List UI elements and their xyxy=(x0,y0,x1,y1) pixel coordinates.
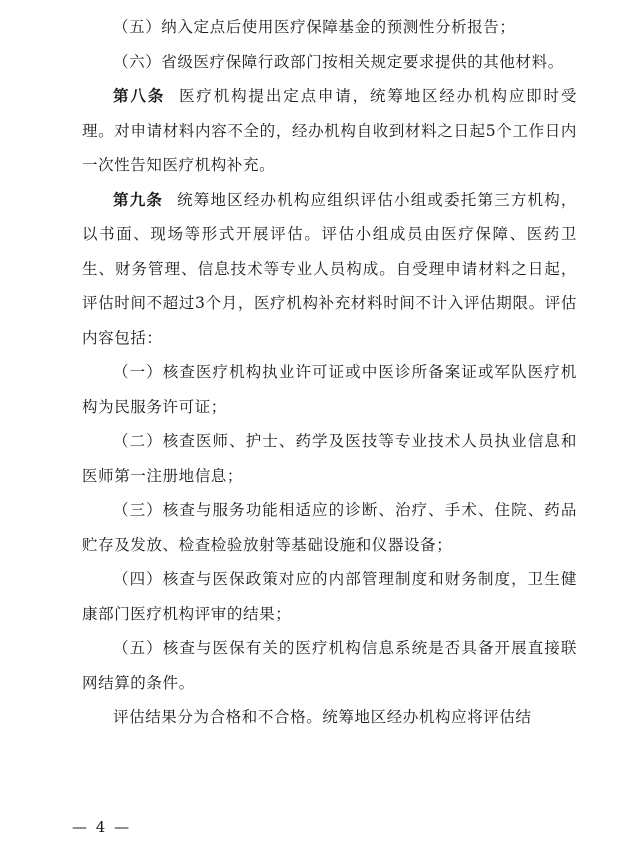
paragraph-text: （四）核查与医保政策对应的内部管理制度和财务制度，卫生健康部门医疗机构评审的结果； xyxy=(82,570,577,623)
evaluation-item-5 xyxy=(82,631,577,700)
article-heading: 第八条 xyxy=(113,86,166,105)
evaluation-result-paragraph xyxy=(82,700,577,735)
article-9 xyxy=(82,183,577,356)
evaluation-item-1 xyxy=(82,355,577,424)
document-body xyxy=(82,10,577,735)
article-8 xyxy=(82,79,577,183)
paragraph-text: （一）核查医疗机构执业许可证或中医诊所备案证或军队医疗机构为民服务许可证； xyxy=(82,363,577,416)
page-number: — 4 — xyxy=(72,818,132,836)
paragraph-text: 医疗机构提出定点申请，统筹地区经办机构应即时受理。对申请材料内容不全的，经办机构自收到材料之日起5个工作日内一次性告知医疗机构补充。 xyxy=(82,87,577,174)
paragraph-item-5 xyxy=(82,10,577,45)
evaluation-item-2 xyxy=(82,424,577,493)
paragraph-text: （二）核查医师、护士、药学及医技等专业技术人员执业信息和医师第一注册地信息； xyxy=(82,432,577,485)
article-heading: 第九条 xyxy=(113,189,164,209)
paragraph-item-6 xyxy=(82,45,577,80)
paragraph-text: 统筹地区经办机构应组织评估小组或委托第三方机构，以书面、现场等形式开展评估。评估小组成员由医疗保障、医药卫生、财务管理、信息技术等专业人员构成。自受理申请材料之日起，评估时间不超过3个月，医疗机构补充材料时间不计入评估期限。评估内容包括： xyxy=(82,190,577,347)
paragraph-text: （六）省级医疗保障行政部门按相关规定要求提供的其他材料。 xyxy=(113,52,564,71)
paragraph-text: （五）纳入定点后使用医疗保障基金的预测性分析报告； xyxy=(113,18,516,36)
paragraph-text: （五）核查与医保有关的医疗机构信息系统是否具备开展直接联网结算的条件。 xyxy=(82,639,577,692)
evaluation-item-3 xyxy=(82,493,577,562)
paragraph-text: 评估结果分为合格和不合格。统筹地区经办机构应将评估结 xyxy=(113,708,532,726)
paragraph-text: （三）核查与服务功能相适应的诊断、治疗、手术、住院、药品贮存及发放、检查检验放射等基础设施和仪器设备； xyxy=(82,501,577,554)
evaluation-item-4 xyxy=(82,562,577,631)
